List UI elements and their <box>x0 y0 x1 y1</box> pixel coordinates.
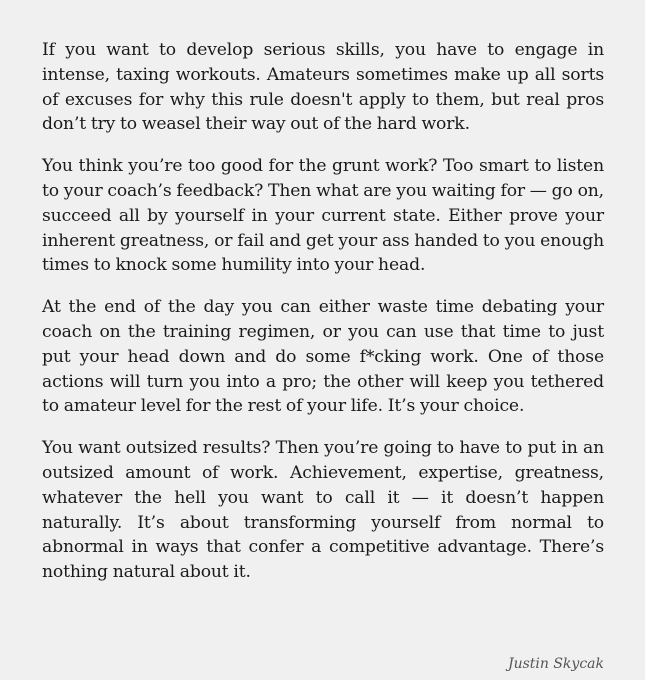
paragraph-3: At the end of the day you can either waste time debating your coach on the training regimen, or you can use that time to just put your head down and do some f*cking work. One of those actions will turn you into a pro; the other will keep you tethered to amateur level for the rest of your life. It’s your choice. <box>42 297 604 417</box>
paragraph-1: If you want to develop serious skills, you have to engage in intense, taxing workouts. Amateurs sometimes make up all sorts of excuses for why this rule doesn't apply to them, but real pros don’t try to weasel their way out of the hard work. <box>42 40 604 135</box>
article-body <box>42 38 604 602</box>
paragraph-2: You think you’re too good for the grunt work? Too smart to listen to your coach’s feedback? Then what are you waiting for — go on, succeed all by yourself in your current state. Either prove your inherent greatness, or fail and get your ass handed to you enough times to knock some humility into your head. <box>42 156 604 276</box>
author-signature: Justin Skycak <box>507 656 604 672</box>
paragraph-4: You want outsized results? Then you’re going to have to put in an outsized amount of work. Achievement, expertise, greatness, whatever the hell you want to call it — it doesn’t happen naturally. It’s about transforming yourself from normal to abnormal in ways that confer a competitive advantage. There’s nothing natural about it. <box>42 438 604 583</box>
